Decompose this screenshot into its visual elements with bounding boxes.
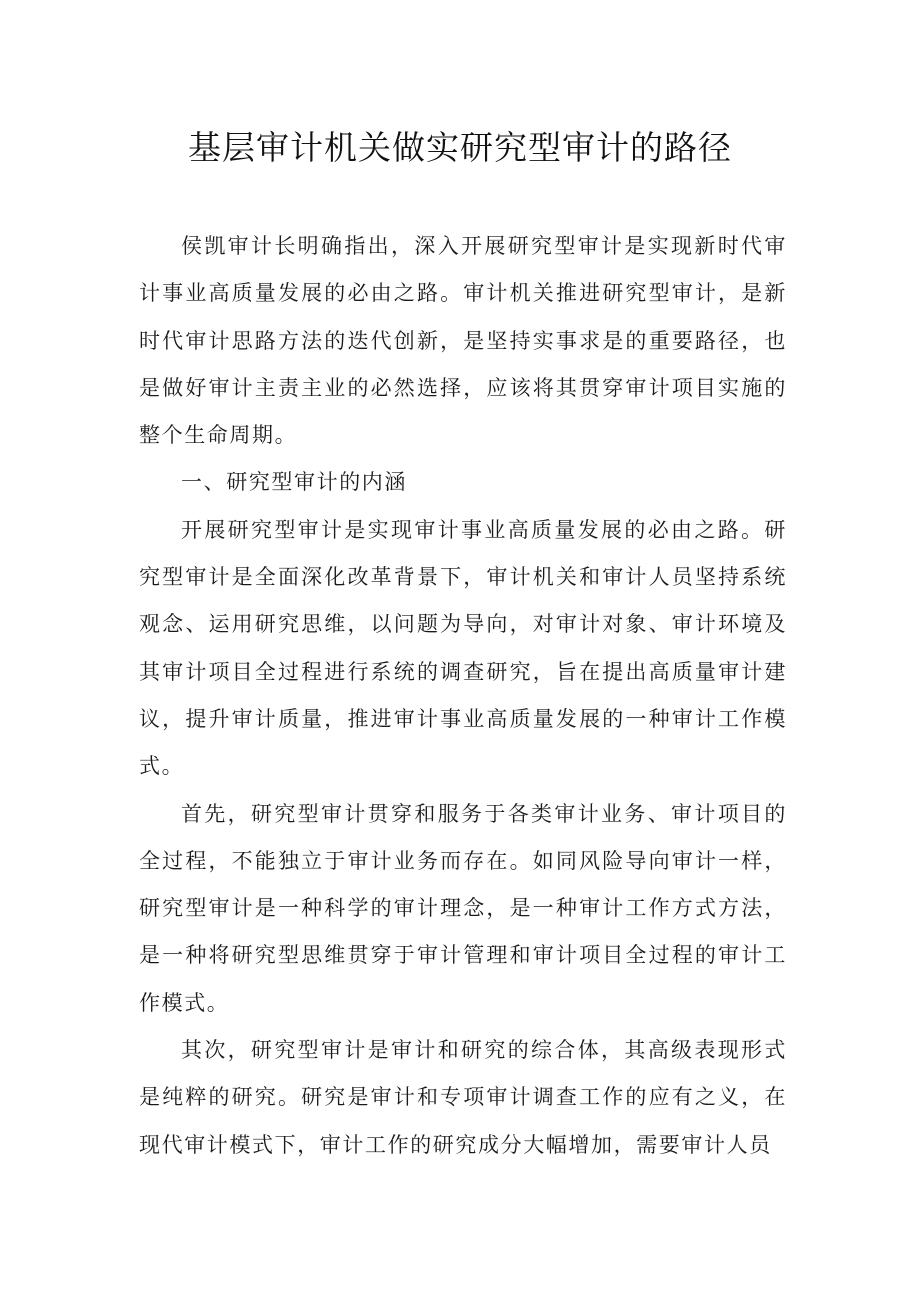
document-title: 基层审计机关做实研究型审计的路径 bbox=[188, 128, 732, 167]
section-heading-1: 一、研究型审计的内涵 bbox=[181, 470, 407, 495]
paragraph-second-point: 其次，研究型审计是审计和研究的综合体，其高级表现形式是纯粹的研究。研究是审计和专项审计调查工作的应有之义，在现代审计模式下，审计工作的研究成分大幅增加，需要审计人员 bbox=[139, 1038, 787, 1157]
paragraph-definition: 开展研究型审计是实现审计事业高质量发展的必由之路。研究型审计是全面深化改革背景下，审计机关和审计人员坚持系统观念、运用研究思维，以问题为导向，对审计对象、审计环境及其审计项目全过程进行系统的调查研究，旨在提出高质量审计建议，提升审计质量，推进审计事业高质量发展的一种审计工作模式。 bbox=[139, 517, 787, 779]
paragraph-first-point: 首先，研究型审计贯穿和服务于各类审计业务、审计项目的全过程，不能独立于审计业务而存在。如同风险导向审计一样，研究型审计是一种科学的审计理念，是一种审计工作方式方法，是一种将研究型思维贯穿于审计管理和审计项目全过程的审计工作模式。 bbox=[139, 801, 787, 1015]
paragraph-intro: 侯凯审计长明确指出，深入开展研究型审计是实现新时代审计事业高质量发展的必由之路。审计机关推进研究型审计，是新时代审计思路方法的迭代创新，是坚持实事求是的重要路径，也是做好审计主责主业的必然选择，应该将其贯穿审计项目实施的整个生命周期。 bbox=[139, 234, 787, 448]
document-body bbox=[139, 223, 787, 1169]
